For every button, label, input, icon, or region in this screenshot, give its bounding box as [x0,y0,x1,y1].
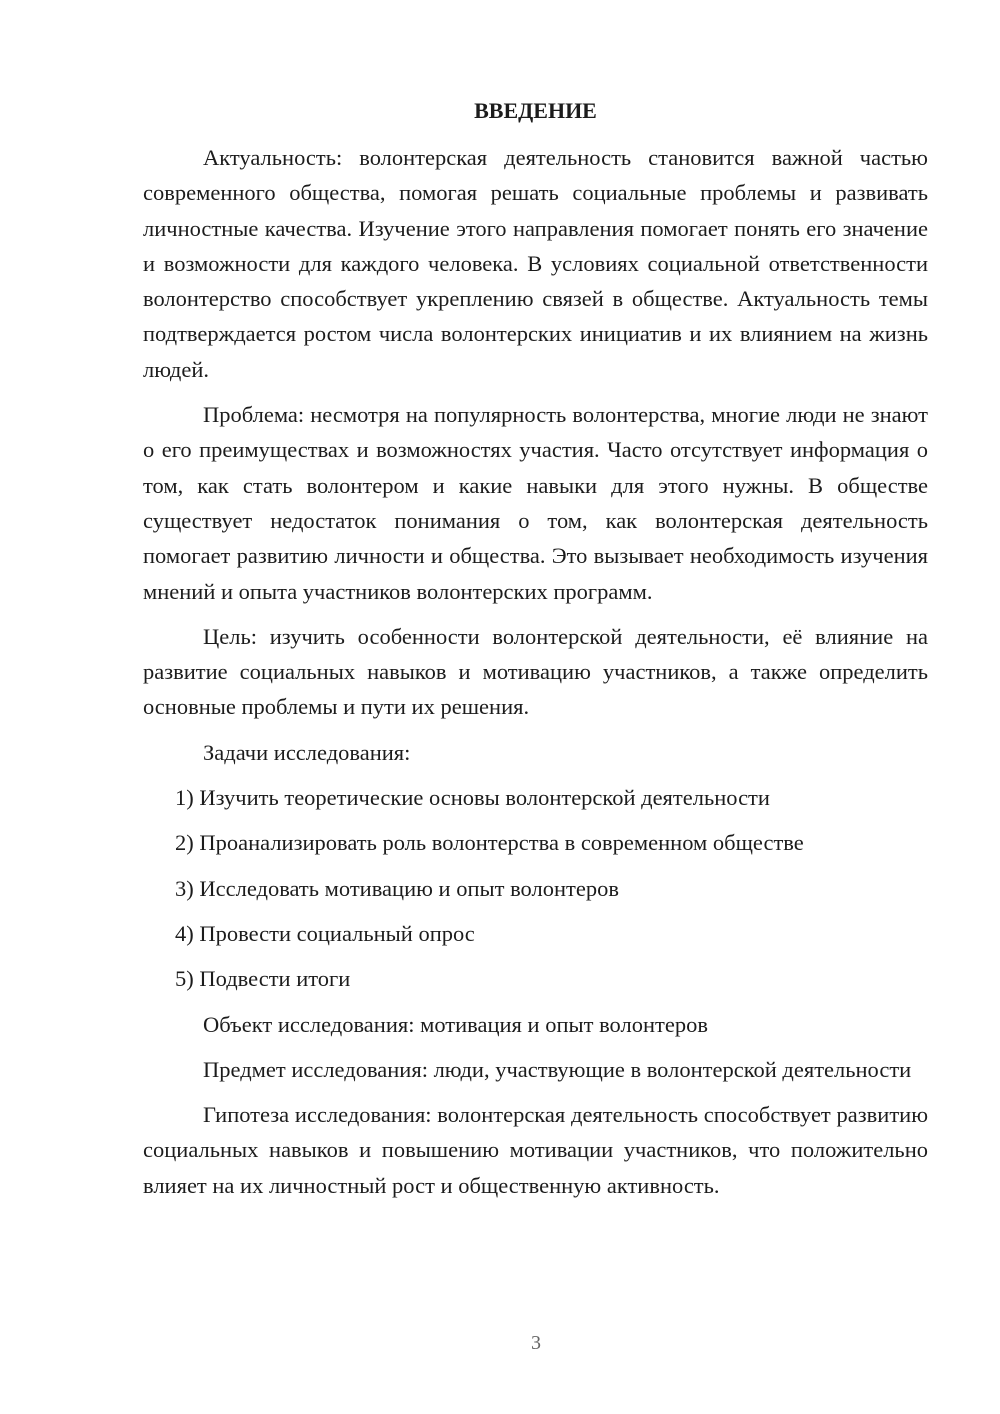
list-item: 1) Изучить теоретические основы волонтерской деятельности [175,785,770,811]
list-item: 2) Проанализировать роль волонтерства в современном обществе [175,830,804,856]
tasks-list [143,780,928,996]
object-paragraph: Объект исследования: мотивация и опыт волонтеров [203,1011,708,1037]
page-heading: ВВЕДЕНИЕ [474,98,597,123]
page-number: 3 [531,1332,541,1354]
page-content [143,93,928,1213]
subject-paragraph: Предмет исследования: люди, участвующие в волонтерской деятельности [203,1056,912,1082]
list-item: 3) Исследовать мотивацию и опыт волонтеров [175,875,619,901]
list-item: 5) Подвести итоги [175,966,351,992]
list-item: 4) Провести социальный опрос [175,920,475,946]
relevance-paragraph: Актуальность: волонтерская деятельность становится важной частью современного общества, помогая решать социальные проблемы и развивать личностные качества. Изучение этого направления помогает понять его значение и возможности для каждого человека. В условиях социальной ответственности волонтерство способствует укреплению связей в обществе. Актуальность темы подтверждается ростом числа волонтерских инициатив и их влиянием на жизнь людей. [143,145,928,382]
problem-paragraph: Проблема: несмотря на популярность волонтерства, многие люди не знают о его преимуществах и возможностях участия. Часто отсутствует информация о том, как стать волонтером и какие навыки для этого нужны. В обществе существует недостаток понимания о том, как волонтерская деятельность помогает развитию личности и общества. Это вызывает необходимость изучения мнений и опыта участников волонтерских программ. [143,402,928,604]
hypothesis-paragraph: Гипотеза исследования: волонтерская деятельность способствует развитию социальных навыков и повышению мотивации участников, что положительно влияет на их личностный рост и общественную активность. [143,1102,928,1198]
goal-paragraph: Цель: изучить особенности волонтерской деятельности, её влияние на развитие социальных навыков и мотивацию участников, а также определить основные проблемы и пути их решения. [143,623,928,720]
tasks-title: Задачи исследования: [203,739,411,765]
